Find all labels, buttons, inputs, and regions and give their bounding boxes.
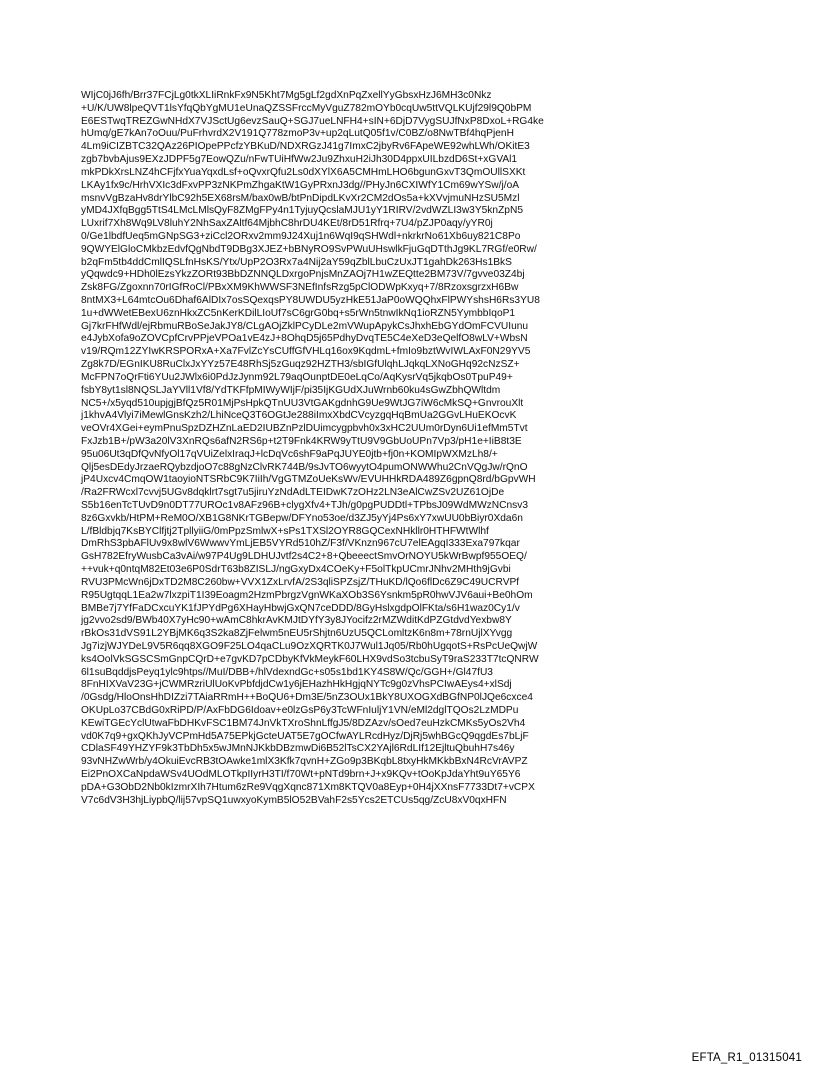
text-line: CDlaSF49YHZYF9k3TbDh5x5wJMnNJKkbDBzmwDi6B52lTsCX2YAjl6RdLIf12EjltuQbuhH7s46y — [81, 743, 515, 755]
text-line: RVU3PMcWn6jDxTD2M8C260bw+VVX1ZxLrvfA/2S3qliSPZsjZ/THuKD/lQo6flDc6Z9C49UCRVPf — [81, 576, 520, 588]
text-line: KEwiTGEcYclUtwaFbDHKvFSC1BM74JnVkTXroShnLffgJ5/8DZAzv/sOed7euHzkCMKs5yOs2Vh4 — [81, 717, 526, 729]
encoded-text-block — [81, 90, 801, 808]
text-line: LKAy1fx9c/HrhVXIc3dFxvPP3zNKPmZhgaKtW1GyPRxnJ3dg//PHyJn6CXIWfY1Cm69wYSw/j/oA — [81, 179, 520, 191]
text-line: ks4OolVkSGSCSmGnpCQrD+e7gvKD7pCDbyKfVkMeykF60LHX9vdSo3tcbuSyT9raS233T7tcQNRW — [81, 653, 539, 665]
text-line: 95u06Ut3qDfQvNfyOl17qVUiZelxIraqJ+lcDqVc6shF9aPqJUYE0jtb+fj0n+KOMIpWXMzLh8/+ — [81, 448, 498, 460]
text-line: Ei2PnOXCaNpdaWSv4UOdMLOTkpIIyrH3TI/f70Wt+pNTd9brn+J+x9KQv+tOoKpJdaYht9uY65Y6 — [81, 769, 521, 781]
text-line: 1u+dWWetEBexU6znHkxZC5nKerKDilLIoUf7sC6grG0bq+s5rWn5tnwIkNq1ioRZN5YymbbIqoP1 — [81, 307, 516, 319]
text-line: rBkOs31dVS91L2YBjMK6q3S2ka8ZjFelwm5nEU5rShjtn6UzU5QCLomltzK6n8m+78rnUjlXYvgg — [81, 628, 513, 640]
text-line: yMD4JXfqBgg5TtS4LMcLMlsQyF8ZMgFPy4n1TyjuyQcslaMJU1yY1RIRV/2vdWZLI3w3Y5knZpN5 — [81, 205, 523, 217]
text-line: E6ESTwqTREZGwNHdX7VJSctUg6evzSauQ+SGJ7ueLNFH4+sIN+6DjD7VygSUJfNxP8DxoL+RG4ke — [81, 115, 544, 127]
text-line: Jg7izjWJYDeL9V5R6qq8XGO9F25LO4qaCLu9OzXQRTK0J7Wul1Jq05/Rb0hUgqotS+RsPcUeQwjW — [81, 640, 538, 652]
text-line: v19/RQm12ZYIwKRSPORxA+Xa7FvlZcYsCUffGfVHLq16ox9KqdmL+fmIo9bztWvIWLAxF0N29YV5 — [81, 346, 531, 358]
text-line: FxJzb1B+/pW3a20lV3XnRQs6afN2RS6p+t2T9Fnk4KRW9yTtU9V9GbUoUPn7Vp3/pH1e+IiB8t3E — [81, 435, 522, 447]
text-line: e4JybXofa9oZOVCpfCrvPPjeVPOa1vE4zJ+8OhqD5j65PdhyDvqTE5C4eXeD3eQelfO8wLV+WbsN — [81, 333, 528, 345]
text-line: /Ra2FRWcxl7cvvj5UGv8dqklrt7sgt7u5jiruYzNdAdLTEIDwK7zOHz2LN3eAlCwZSv2UZ61OjDe — [81, 487, 505, 499]
text-line: j1khvA4Vlyi7iMewlGnsKzh2/LhiNceQ3T6OGtJe288iImxXbdCVcyzgqHqBmUa2GGvLHuEKOcvK — [81, 410, 517, 422]
text-line: 93vNHZwWrb/y4OkuiEvcRB3tOAwke1mlX3Kfk7qvnH+ZGo9p3BKqbL8txyHkMKkbBxN4RcVrAVPZ — [81, 756, 528, 768]
text-line: vd0K7q9+gxQKhJyVCPmHd5A75EPkjGcteUAT5E7gOCfwAYLRcdHyz/DjRj5whBGcQ9qgdEs7bLjF — [81, 730, 529, 742]
text-line: /0Gsdg/HloOnsHhDIZzi7TAiaRRmH++BoQU6+Dm3E/5nZ3OUx1BkY8UXOGXdBGfNP0lJQe6cxce4 — [81, 692, 533, 704]
text-line: McFPN7oQrFti6YUu2JWlx6i0PdJzJynm92L79aqOunptDE0eLqCo/AqKysrVq5jkqbOs0TpuP49+ — [81, 371, 513, 383]
text-line: hUmq/gE7kAn7oOuu/PuFrhvrdX2V191Q778zmoP3v+up2qLutQ05f1v/C0BZ/o8NwTBf4hqPjenH — [81, 128, 514, 140]
text-line: zgb7bvbAjus9EXzJDPF5g7EowQZu/nFwTUiHfWw2Ju9ZhxuH2iJh30D4ppxUILbzdD6St+xGVAl1 — [81, 154, 518, 166]
text-line: DmRhS3pbAFlUv9x8wlV6WwwvYmLjEB5VYRd510hZ/F3f/VKnzn967cU7elEAgqI333Exa797kqar — [81, 538, 520, 550]
text-line: Zsk8FG/Zgoxnn70rIGfRoCl/PBxXM9KhWWSF3NEfInfsRzg5pClODWpKxyq+7/8RzoxsgrzxH6Bw — [81, 282, 519, 294]
text-line: Gj7krFHfWdl/ejRbmuRBoSeJakJY8/CLgAOjZklPCyDLe2mVWupApykCsJhxhEbGYdOmFCVUIunu — [81, 320, 529, 332]
text-line: S5b16enTcTUvD9n0DT77UROc1v8AFz96B+clygXfv4+TJh/g0pgPUDDtl+TPbsJ09WdMWzNCnsv3 — [81, 500, 529, 511]
text-line: 6l1suBqddjsPeyq1ylc9htps//MuI/DBB+/hlVdexndGc+s05s1bd1KY4S8W/Qc/GGH+/Gl47fU3 — [81, 666, 493, 678]
text-line: Zg8k7D/EGnIKU8RuClxJxYYz57E48RhSj5zGuqz92HZTH3/sbIGfUlqhLJqkqLXNoGHq92cNzSZ+ — [81, 359, 520, 371]
text-line: pDA+G3ObD2Nb0kIzmrXIh7Htum6zRe9VqgXqnc871Xm8KTQV0a8Eyp+0H4jXXnsF7733Dt7+vCPX — [81, 781, 535, 793]
text-line: R95UgtqqL1Ea2w7lxzpiT1I39Eoagm2HzmPbrgzVgnWKaXOb3S6Ysnkm5pR0hwVJV6aui+Be0hOm — [81, 589, 533, 601]
text-line: veOVr4XGei+eymPnuSpzDZHZnLaED2IUBZnPzlDUimcygpbvh0x3xHC2UUm0rDyn6Ui1efMm5Tvt — [81, 423, 528, 435]
text-line: jg2vvo2sd9/BWb40X7yHc90+wAmC8hkrAvKMJtDYfY3y8JYocifz2rMZWditKdPZGtdvdYexbw8Y — [81, 615, 512, 627]
text-line: mkPDkXrsLNZ4hCFjfxYuaYqxdLsf+oQvxrQfu2Ls0dXYlX6A5CMHmLHO6bgunGxvT3QmOUllSXKt — [81, 166, 526, 178]
text-line: OKUpLo37CBdG0xRiPD/P/AxFbDG6Idoav+e0lzGsP6y3TcWFnIuljY1VN/eMl2dglTQOs2LzMDPu — [81, 705, 519, 716]
text-line: 4Lm9iCIZBTC32QAz26PIOpePPcfzYBKuD/NDXRGzJ41g7ImxC2jbyRv6FApeWE92whLWh/OKitE3 — [81, 141, 530, 153]
text-line: L/fBldbjq7KsBYClfjtj2TpllyiiG/0mPpzSmlwX+sPs1TXSl2OYR8GQCexNHkllr0HTHFWtWlhf — [81, 525, 489, 537]
document-id-footer: EFTA_R1_01315041 — [691, 1052, 802, 1064]
text-line: WIjC0jJ6fh/Brr37FCjLg0tkXLIiRnkFx9N5Kht7Mg5gLf2gdXnPqZxellYyGbsxHzJ6MH3c0Nkz — [81, 90, 492, 101]
text-line: +U/K/UW8lpeQVT1lsYfqQbYgMU1eUnaQZSSFrccMyVguZ782mOYb0cqUw5ttVQLKUjf29l9Q0bPM — [81, 102, 532, 114]
text-line: Qlj5esDEdyJrzaeRQybzdjoO7c88gNzClvRK744B/9sJvTO6wyytO4pumONWWhu2CnVQgJw/rQnO — [81, 461, 528, 473]
text-line: GsH782EfryWusbCa3vAi/w97P4Ug9LDHUJvtf2s4C2+8+QbeeectSmvOrNOYU5kWrBwpf955OEQ/ — [81, 551, 527, 563]
text-line: 9QWYElGloCMkbzEdvfQgNbdT9DBg3XJEZ+bBNyRO9SvPWuUHswlkFjuGqDTthJg9KL7RGf/e0Rw/ — [81, 243, 537, 255]
text-line: jP4Uxcv4CmqOW1taoyioNTSRbC9K7IiIh/VgGTMZoUeKsWv/EVUHHkRDA489Z6gpnQ8rd/bGpvWH — [81, 474, 536, 486]
text-line: 0/Ge1lbdfUeq5mGNpSG3+ziCcl2ORxv2mm9J24Xuj1n6WqI9qSHWdl+nkrkrNo61Xb6uy821C8Po — [81, 230, 521, 242]
text-line: LUxrif7Xh8Wq9LV8luhY2NhSaxZAltf64MjbhC8hrDU4KEt/8rD51Rfrq+7U4/pZJP0aqy/yYR0j — [81, 218, 493, 230]
text-line: msnvVgBzaHv8drYlbC92h5EX68rsM/bax0wB/btPnDipdLKvXr2CM2dOs5a+kXVvjmuNHzSU5Mzl — [81, 192, 520, 204]
text-line: yQqwdc9+HDh0lEzsYkzZORt93BbDZNNQLDxrgoPnjsMnZAOj7H1wZEQtte2BM73V/7gvve03Z4bj — [81, 269, 525, 281]
text-line: fsbY8yt1sl8NQSLJaYVll1Vf8/YdTKFfpMIWyWIjF/pi35IjKGUdXJuWrnb60ku4sGwZbhQWltdm — [81, 384, 501, 396]
text-line: V7c6dV3H3hjLiypbQ/lij57vpSQ1uwxyoKymB5lO52BVahF2s5Ycs2ETCUs5qg/ZcU8xV0qxHFN — [81, 794, 507, 806]
text-line: ++vuk+q0ntqM82Et03e6P0SdrT63b8ZISLJ/ngGxyDx4COeKy+F5olTkpUCmrJNhv2MHth9jGvbi — [81, 564, 511, 576]
text-line: b2qFm5tb4ddCmlIQSLfnHsKS/Ytx/UpP2O3Rx7a4Nij2aY59qZblLbuCzUxJT1gahDk263Hs1BkS — [81, 256, 512, 268]
text-line: NC5+/x5yqd510upjgjBfQz5R01MjPsHpkQTnUU3VtGAKgdnhG9Ue9WtJG7iW6cMkSQ+GnvrouXlt — [81, 397, 524, 409]
text-line: BMBe7j7YfFaDCxcuYK1fJPYdPg6XHayHbwjGxQN7ceDDD/8GyHslxgdpOlFKta/s6H1waz0Cy1/v — [81, 602, 520, 614]
text-line: 8ntMX3+L64mtcOu6Dhaf6AlDIx7osSQexqsPY8UWDU5yzHkE51JaP0oWQQhxFlPWYshsH6Rs3YU8 — [81, 295, 540, 306]
text-line: 8FnHIXVaV23G+jCWMRzriUlUoKvPbfdjdCw1y6jEHazhHkHgjqNYTc9g0zVhsPCIwAEys4+xlSdj — [81, 679, 512, 691]
text-line: 8z6Gxvkb/HtPM+ReM0O/XB1G8NKrTGBepw/DFYno53oe/d3ZJ5yYj4Ps6xY7xwUU0bBiyr0Xda6n — [81, 512, 523, 524]
